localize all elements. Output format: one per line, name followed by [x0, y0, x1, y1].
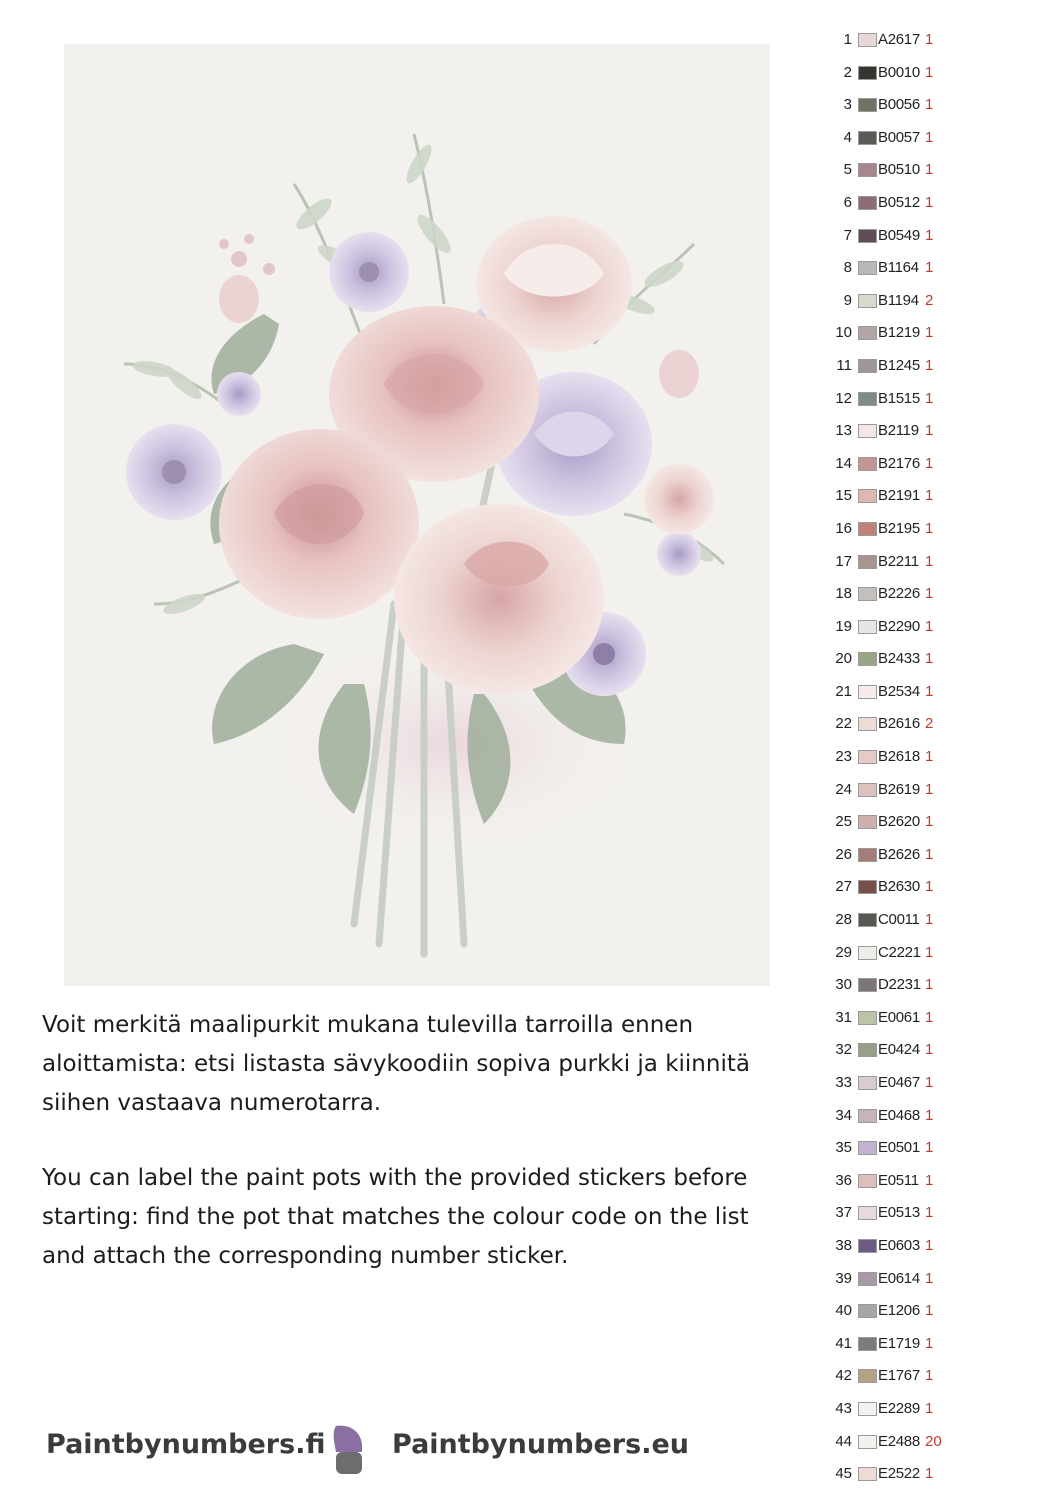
color-code: B2119 — [878, 422, 919, 440]
flower-bouquet-illustration — [64, 44, 770, 986]
color-swatch — [858, 196, 877, 210]
color-code: B1164 — [878, 259, 919, 277]
color-number: 4 — [843, 128, 852, 146]
color-swatch — [858, 1141, 877, 1155]
color-row — [826, 351, 1046, 384]
color-number: 36 — [835, 1171, 852, 1189]
color-code: E0424 — [878, 1041, 920, 1059]
color-swatch — [858, 326, 877, 340]
color-row — [826, 25, 1046, 58]
color-number: 44 — [835, 1432, 852, 1450]
color-number: 24 — [835, 780, 852, 798]
color-code: B2226 — [878, 585, 920, 603]
color-quantity: 1 — [925, 161, 934, 179]
color-quantity: 1 — [925, 63, 934, 81]
color-code: B1515 — [878, 389, 920, 407]
color-row — [826, 253, 1046, 286]
color-number: 9 — [843, 291, 852, 309]
color-quantity: 1 — [925, 1334, 934, 1352]
color-number: 29 — [835, 943, 852, 961]
color-swatch — [858, 620, 877, 634]
color-swatch — [858, 1304, 877, 1318]
color-row — [826, 318, 1046, 351]
color-number: 1 — [843, 31, 852, 48]
color-code: B0057 — [878, 128, 920, 146]
footer-branding — [44, 1424, 764, 1476]
color-code: E1767 — [878, 1367, 920, 1385]
color-quantity: 1 — [925, 1008, 934, 1026]
color-number: 32 — [835, 1041, 852, 1059]
color-quantity: 1 — [925, 976, 934, 994]
color-quantity: 1 — [925, 1041, 934, 1059]
color-code: B2618 — [878, 748, 920, 766]
color-quantity: 1 — [925, 1302, 934, 1320]
color-swatch — [858, 457, 877, 471]
color-swatch — [858, 783, 877, 797]
instructions-english: You can label the paint pots with the provided stickers before starting: find the pot that matches the colour code on the list and attach the corresponding number sticker. — [42, 1165, 749, 1269]
color-code: B1219 — [878, 324, 920, 342]
color-swatch — [858, 1109, 877, 1123]
color-swatch — [858, 1402, 877, 1416]
color-quantity: 1 — [925, 1399, 934, 1417]
color-row — [826, 1427, 1046, 1460]
color-swatch — [858, 1272, 877, 1286]
color-code: B2191 — [878, 487, 920, 505]
color-quantity: 2 — [925, 291, 934, 309]
color-swatch — [858, 33, 877, 47]
color-number: 19 — [835, 617, 852, 635]
color-quantity: 1 — [925, 1171, 934, 1189]
color-quantity: 1 — [925, 780, 934, 798]
color-number: 13 — [835, 422, 852, 440]
color-code: B0512 — [878, 193, 920, 211]
color-row — [826, 970, 1046, 1003]
color-number: 45 — [835, 1465, 852, 1483]
color-quantity: 1 — [925, 389, 934, 407]
color-quantity: 1 — [925, 96, 934, 114]
color-code: C0011 — [878, 911, 920, 929]
color-quantity: 1 — [925, 1236, 934, 1254]
color-code: B2630 — [878, 878, 920, 896]
color-number: 6 — [843, 193, 852, 211]
color-swatch — [858, 1239, 877, 1253]
color-quantity: 1 — [925, 519, 934, 537]
color-swatch — [858, 652, 877, 666]
color-quantity: 1 — [925, 845, 934, 863]
color-number: 15 — [835, 487, 852, 505]
color-code: E1719 — [878, 1334, 920, 1352]
color-row — [826, 1101, 1046, 1134]
brand-link-eu[interactable]: Paintbynumbers.eu — [392, 1429, 689, 1460]
color-code: C2221 — [878, 943, 921, 961]
color-row — [826, 384, 1046, 417]
color-number: 41 — [835, 1334, 852, 1352]
color-swatch — [858, 98, 877, 112]
color-row — [826, 221, 1046, 254]
color-number: 20 — [835, 650, 852, 668]
color-row — [826, 644, 1046, 677]
brand-link-fi[interactable]: Paintbynumbers.fi — [46, 1429, 326, 1460]
sticker-instructions — [42, 1006, 782, 1312]
color-number: 25 — [835, 813, 852, 831]
color-code: E0511 — [878, 1171, 919, 1189]
color-code: B2433 — [878, 650, 920, 668]
color-number: 22 — [835, 715, 852, 733]
color-swatch — [858, 815, 877, 829]
color-quantity: 1 — [925, 585, 934, 603]
color-row — [826, 58, 1046, 91]
color-swatch — [858, 750, 877, 764]
color-swatch — [858, 131, 877, 145]
color-code: E0614 — [878, 1269, 920, 1287]
color-quantity: 1 — [925, 454, 934, 472]
color-code: E0468 — [878, 1106, 920, 1124]
color-code: B2619 — [878, 780, 920, 798]
color-quantity: 1 — [925, 650, 934, 668]
color-quantity: 1 — [925, 617, 934, 635]
color-number: 38 — [835, 1236, 852, 1254]
color-quantity: 2 — [925, 715, 934, 733]
color-quantity: 1 — [925, 552, 934, 570]
color-row — [826, 905, 1046, 938]
instructions-finnish: Voit merkitä maalipurkit mukana tulevilla tarroilla ennen aloittamista: etsi listasta sävykoodiin sopiva purkki ja kiinnitä siihen vastaava numerotarra. — [42, 1012, 750, 1116]
color-quantity: 1 — [925, 356, 934, 374]
color-quantity: 1 — [925, 682, 934, 700]
color-row — [826, 612, 1046, 645]
color-swatch — [858, 1174, 877, 1188]
color-row — [826, 547, 1046, 580]
color-swatch — [858, 66, 877, 80]
color-swatch — [858, 913, 877, 927]
color-number: 30 — [835, 976, 852, 994]
color-row — [826, 872, 1046, 905]
color-quantity: 1 — [925, 1465, 934, 1483]
color-number: 27 — [835, 878, 852, 896]
color-quantity: 1 — [925, 1367, 934, 1385]
color-row — [826, 709, 1046, 742]
color-swatch — [858, 848, 877, 862]
color-code: E1206 — [878, 1302, 920, 1320]
color-row — [826, 1459, 1046, 1492]
color-row — [826, 481, 1046, 514]
color-swatch — [858, 978, 877, 992]
color-row — [826, 1264, 1046, 1297]
color-code: B0010 — [878, 63, 920, 81]
color-row — [826, 579, 1046, 612]
color-code: A2617 — [878, 31, 920, 48]
color-quantity: 1 — [925, 324, 934, 342]
color-code: B2620 — [878, 813, 920, 831]
color-swatch — [858, 261, 877, 275]
color-row — [826, 1003, 1046, 1036]
color-quantity: 1 — [925, 226, 934, 244]
color-row — [826, 514, 1046, 547]
color-number: 34 — [835, 1106, 852, 1124]
color-quantity: 1 — [925, 1074, 934, 1091]
color-swatch — [858, 685, 877, 699]
color-quantity: 1 — [925, 878, 934, 896]
color-code: E0603 — [878, 1236, 920, 1254]
color-code: B1194 — [878, 291, 919, 309]
color-number: 5 — [843, 161, 852, 179]
color-number: 11 — [836, 356, 852, 374]
color-swatch — [858, 392, 877, 406]
color-code: E2289 — [878, 1399, 920, 1417]
color-number: 2 — [843, 63, 852, 81]
color-code: B2176 — [878, 454, 920, 472]
color-number: 3 — [843, 96, 852, 114]
color-row — [826, 1361, 1046, 1394]
color-number: 12 — [835, 389, 852, 407]
color-number: 21 — [835, 682, 852, 700]
color-number: 23 — [835, 748, 852, 766]
color-row — [826, 123, 1046, 156]
color-row — [826, 1394, 1046, 1427]
color-quantity: 1 — [925, 31, 934, 48]
color-quantity: 1 — [925, 1269, 934, 1287]
color-swatch — [858, 424, 877, 438]
color-swatch — [858, 1337, 877, 1351]
color-code: E0467 — [878, 1074, 920, 1091]
artwork-preview — [64, 44, 770, 986]
color-code: B0056 — [878, 96, 920, 114]
color-swatch — [858, 1369, 877, 1383]
color-quantity: 1 — [925, 1106, 934, 1124]
color-row — [826, 1231, 1046, 1264]
color-code: D2231 — [878, 976, 921, 994]
color-row — [826, 1133, 1046, 1166]
color-row — [826, 677, 1046, 710]
color-swatch — [858, 1435, 877, 1449]
color-swatch — [858, 359, 877, 373]
color-number: 10 — [835, 324, 852, 342]
color-quantity: 1 — [925, 748, 934, 766]
color-swatch — [858, 229, 877, 243]
color-row — [826, 90, 1046, 123]
color-code: E2522 — [878, 1465, 920, 1483]
color-row — [826, 742, 1046, 775]
color-row — [826, 775, 1046, 808]
color-code: B0510 — [878, 161, 920, 179]
color-swatch — [858, 294, 877, 308]
color-number: 7 — [843, 226, 852, 244]
color-number: 33 — [835, 1074, 852, 1091]
color-row — [826, 938, 1046, 971]
color-code: B2534 — [878, 682, 920, 700]
color-code: B2211 — [878, 552, 919, 570]
color-row — [826, 840, 1046, 873]
color-code: E0061 — [878, 1008, 920, 1026]
color-number: 18 — [835, 585, 852, 603]
color-code: B1245 — [878, 356, 920, 374]
color-quantity: 1 — [925, 422, 934, 440]
color-code: E0513 — [878, 1204, 920, 1222]
color-row — [826, 286, 1046, 319]
paintbrush-icon — [330, 1424, 366, 1476]
color-number: 14 — [835, 454, 852, 472]
color-swatch — [858, 717, 877, 731]
color-number: 39 — [835, 1269, 852, 1287]
color-number: 35 — [835, 1139, 852, 1157]
color-code: B2616 — [878, 715, 920, 733]
color-swatch — [858, 880, 877, 894]
color-quantity: 1 — [925, 1204, 934, 1222]
color-number: 28 — [835, 911, 852, 929]
color-quantity: 20 — [925, 1432, 942, 1450]
color-row — [826, 449, 1046, 482]
color-code: E2488 — [878, 1432, 920, 1450]
color-row — [826, 1035, 1046, 1068]
color-quantity: 1 — [925, 1139, 934, 1157]
color-swatch — [858, 587, 877, 601]
color-quantity: 1 — [925, 128, 934, 146]
color-row — [826, 188, 1046, 221]
color-number: 17 — [835, 552, 852, 570]
color-row — [826, 1329, 1046, 1362]
color-quantity: 1 — [925, 911, 934, 929]
color-swatch — [858, 163, 877, 177]
color-swatch — [858, 946, 877, 960]
color-code: E0501 — [878, 1139, 920, 1157]
color-quantity: 1 — [925, 943, 934, 961]
color-row — [826, 155, 1046, 188]
color-code: B2195 — [878, 519, 920, 537]
color-number: 31 — [835, 1008, 852, 1026]
color-row — [826, 1068, 1046, 1101]
color-row — [826, 1166, 1046, 1199]
color-row — [826, 1296, 1046, 1329]
color-swatch — [858, 1011, 877, 1025]
color-number: 37 — [835, 1204, 852, 1222]
color-number: 40 — [835, 1302, 852, 1320]
color-code: B2626 — [878, 845, 920, 863]
color-number: 26 — [835, 845, 852, 863]
color-number: 8 — [843, 259, 852, 277]
color-number: 16 — [835, 519, 852, 537]
color-quantity: 1 — [925, 813, 934, 831]
color-quantity: 1 — [925, 193, 934, 211]
color-row — [826, 1198, 1046, 1231]
color-swatch — [858, 1206, 877, 1220]
color-swatch — [858, 1467, 877, 1481]
color-swatch — [858, 1076, 877, 1090]
color-row — [826, 807, 1046, 840]
color-swatch — [858, 522, 877, 536]
color-quantity: 1 — [925, 259, 934, 277]
color-swatch — [858, 555, 877, 569]
paint-color-list — [826, 25, 1046, 1492]
color-swatch — [858, 489, 877, 503]
color-number: 42 — [835, 1367, 852, 1385]
color-swatch — [858, 1043, 877, 1057]
color-quantity: 1 — [925, 487, 934, 505]
color-code: B0549 — [878, 226, 920, 244]
color-number: 43 — [835, 1399, 852, 1417]
color-row — [826, 416, 1046, 449]
color-code: B2290 — [878, 617, 920, 635]
